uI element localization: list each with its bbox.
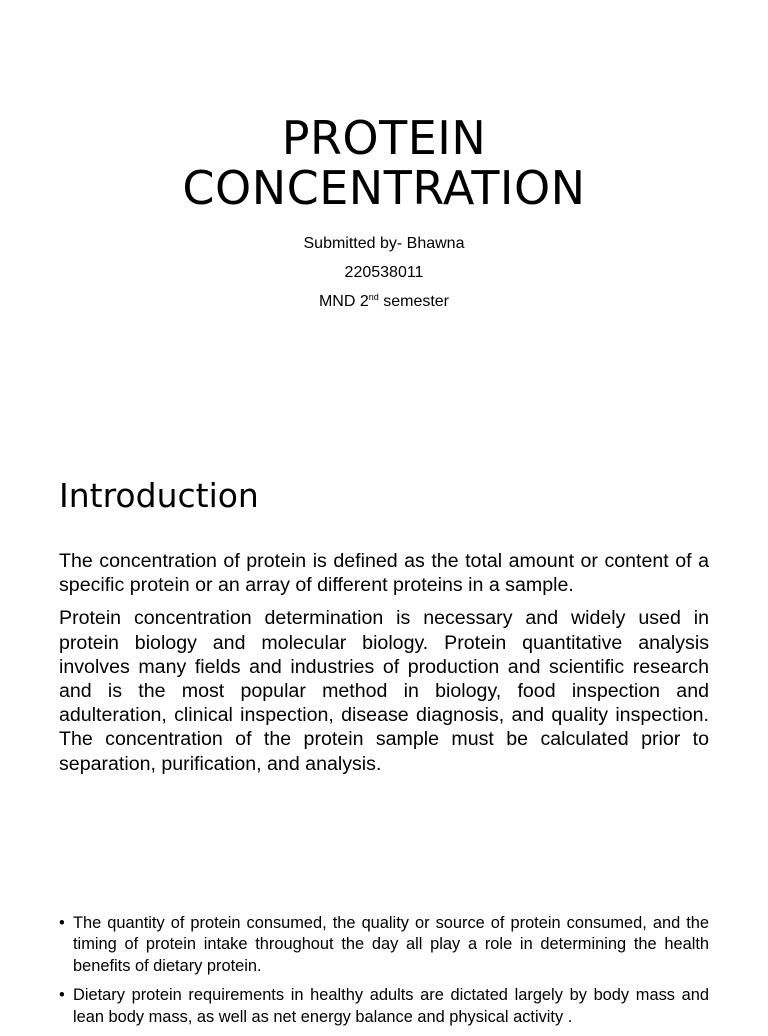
title-line-2: CONCENTRATION (182, 161, 586, 215)
introduction-heading: Introduction (59, 476, 259, 515)
intro-paragraph: The concentration of protein is defined as the total amount or content of a specific protein or an array of different proteins in a sample. (59, 550, 709, 597)
subtitle-block (84, 229, 684, 316)
title-line-1: PROTEIN (281, 111, 487, 165)
bullet-text: Dietary protein requirements in healthy adults are dictated largely by body mass and lean body mass, as well as net energy balance and physical activity . (73, 986, 709, 1026)
bullet-list (59, 913, 709, 1036)
introduction-slide (0, 432, 768, 864)
course-suffix: semester (378, 293, 450, 310)
roll-number-text: 220538011 (344, 264, 424, 281)
bullet-slide (0, 864, 768, 1024)
presentation-title (84, 113, 684, 213)
introduction-body (59, 549, 709, 785)
bullet-icon: • (59, 986, 65, 1005)
submitted-by-text: Submitted by- Bhawna (303, 235, 465, 252)
course-semester-text (84, 287, 684, 316)
bullet-icon: • (59, 914, 65, 932)
course-superscript: nd (368, 292, 379, 302)
bullet-text: The quantity of protein consumed, the quality or source of protein consumed, and the timing of protein intake throughout the day all play a role in determining the health benefits of dietary protein. (73, 914, 709, 975)
title-slide (0, 0, 768, 432)
intro-paragraph: Protein concentration determination is necessary and widely used in protein biology and molecular biology. Protein quantitative analysis involves many fields and industries of production and scientific research and is the most popular method in biology, food inspection and adulteration, clinical inspection, disease diagnosis, and quality inspection. The concentration of the protein sample must be calculated prior to separation, purification, and analysis. (59, 607, 709, 775)
bullet-item (59, 985, 709, 1028)
course-prefix: MND 2 (318, 293, 369, 310)
bullet-item (59, 913, 709, 977)
